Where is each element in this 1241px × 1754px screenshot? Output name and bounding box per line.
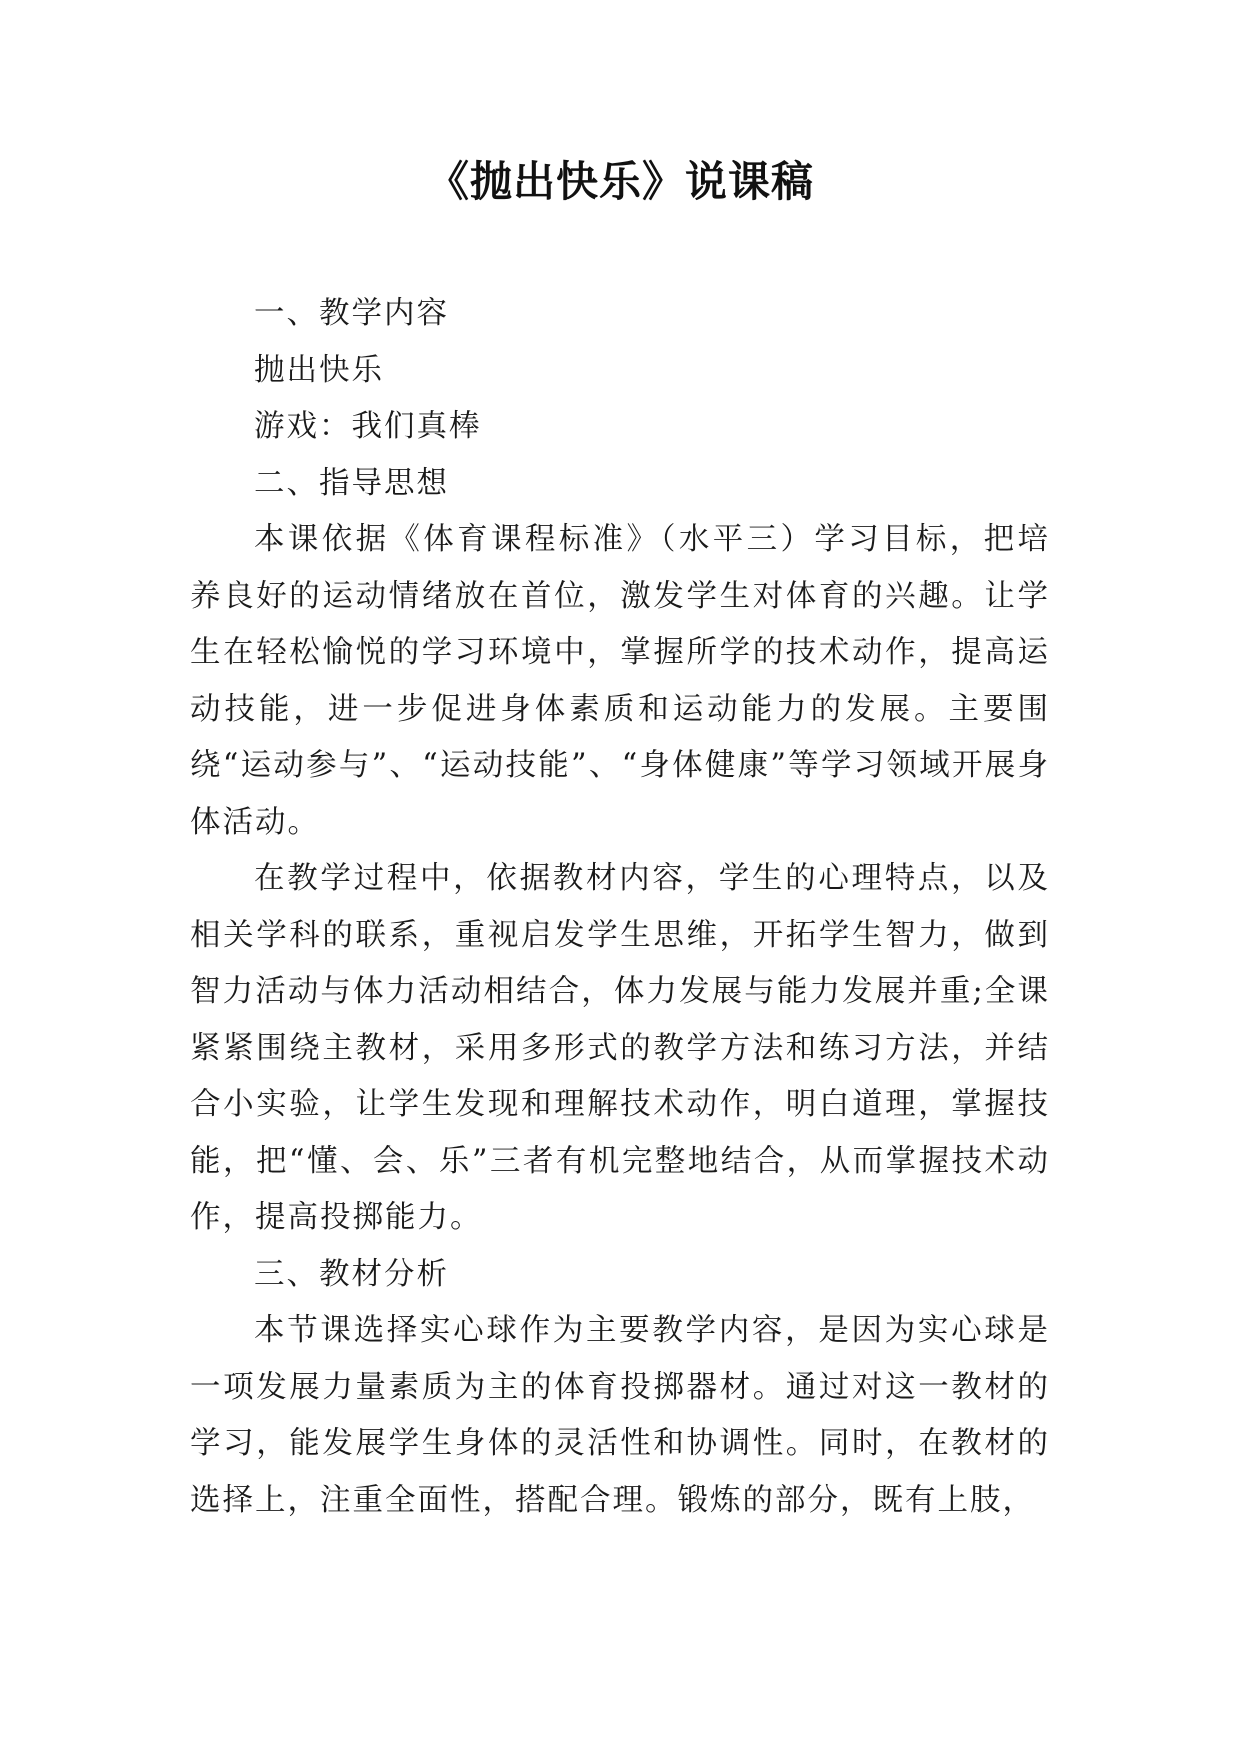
- section-heading-material-analysis: 三、教材分析: [254, 1256, 449, 1292]
- section-heading-teaching-content: 一、教学内容: [254, 296, 449, 331]
- content-item-game: 游戏：我们真棒: [254, 409, 482, 444]
- content-item-lesson: 抛出快乐: [254, 352, 384, 388]
- document-title: 《抛出快乐》说课稿: [426, 157, 814, 206]
- document-body: [190, 286, 1050, 1529]
- paragraph-guiding-idea-1: 本课依据《体育课程标准》（水平三）学习目标，把培养良好的运动情绪放在首位，激发学生对体育的兴趣。让学生在轻松愉悦的学习环境中，掌握所学的技术动作，提高运动技能，进一步促进身体素质和运动能力的发展。主要围绕“运动参与”、“运动技能”、“身体健康”等学习领域开展身体活动。: [190, 522, 1050, 840]
- paragraph-guiding-idea-2: 在教学过程中，依据教材内容，学生的心理特点，以及相关学科的联系，重视启发学生思维，开拓学生智力，做到智力活动与体力活动相结合，体力发展与能力发展并重;全课紧紧围绕主教材，采用多形式的教学方法和练习方法，并结合小实验，让学生发现和理解技术动作，明白道理，掌握技能，把“懂、会、乐”三者有机完整地结合，从而掌握技术动作，提高投掷能力。: [190, 861, 1050, 1235]
- paragraph-material-analysis: 本节课选择实心球作为主要教学内容，是因为实心球是一项发展力量素质为主的体育投掷器材。通过对这一教材的学习，能发展学生身体的灵活性和协调性。同时，在教材的选择上，注重全面性，搭配合理。锻炼的部分，既有上肢，: [190, 1313, 1050, 1518]
- section-heading-guiding-idea: 二、指导思想: [254, 465, 449, 501]
